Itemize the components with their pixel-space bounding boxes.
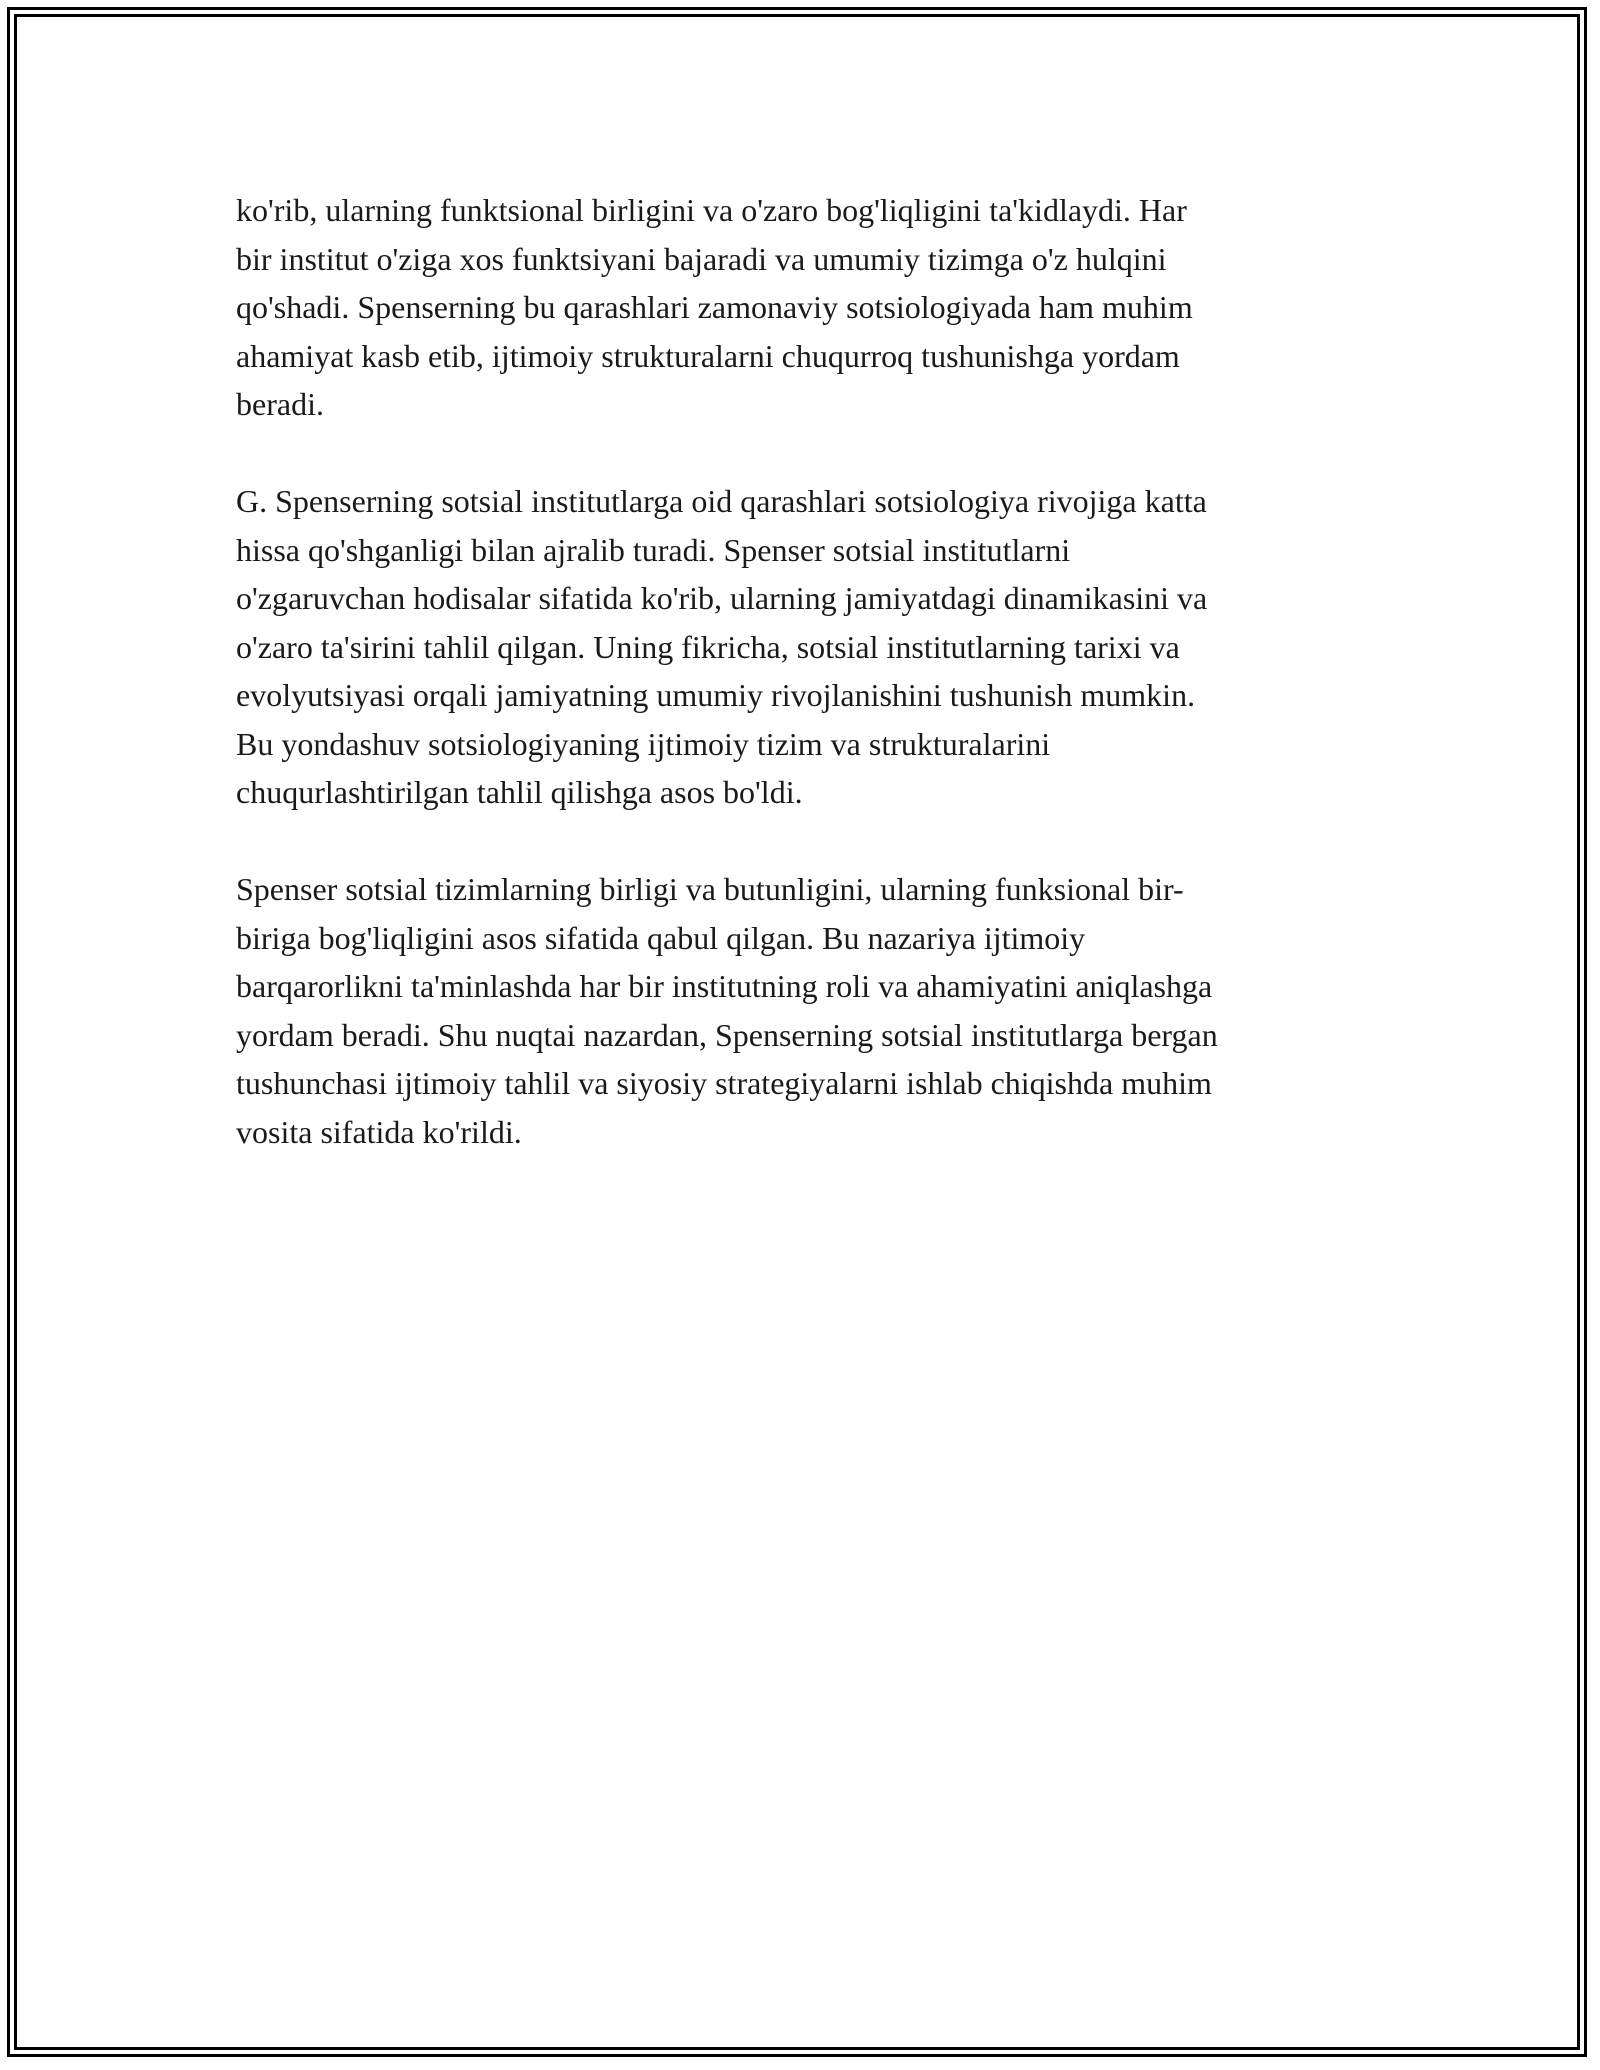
paragraph-1: ko'rib, ularning funktsional birligini va o'zaro bog'liqligini ta'kidlaydi. Har bir institut o'ziga xos funktsiyani bajaradi va umumiy tizimga o'z hulqini qo'shadi. Spenserning bu qarashlari zamonaviy sotsiologiyada ham muhim ahamiyat kasb etib, ijtimoiy strukturalarni chuqurroq tushunishga yordam beradi. [236, 192, 1193, 422]
paragraph-2: G. Spenserning sotsial institutlarga oid qarashlari sotsiologiya rivojiga katta hissa qo'shganligi bilan ajralib turadi. Spenser sotsial institutlarni o'zgaruvchan hodisalar sifatida ko'rib, ularning jamiyatdagi dinamikasini va o'zaro ta'sirini tahlil qilgan. Uning fikricha, sotsial institutlarning tarixi va evolyutsiyasi orqali jamiyatning umumiy rivojlanishini tushunish mumkin. Bu yondashuv sotsiologiyaning ijtimoiy tizim va strukturalarini chuqurlashtirilgan tahlil qilishga asos bo'ldi. [236, 483, 1208, 810]
paragraph-3: Spenser sotsial tizimlarning birligi va butunligini, ularning funksional bir- biriga bog'liqligini asos sifatida qabul qilgan. Bu nazariya ijtimoiy barqarorlikni ta'minlashda har bir institutning roli va ahamiyatini aniqlashga yordam beradi. Shu nuqtai nazardan, Spenserning sotsial institutlarga bergan tushunchasi ijtimoiy tahlil va siyosiy strategiyalarni ishlab chiqishda muhim vosita sifatida ko'rildi. [236, 871, 1218, 1150]
document-body [236, 186, 1366, 1205]
